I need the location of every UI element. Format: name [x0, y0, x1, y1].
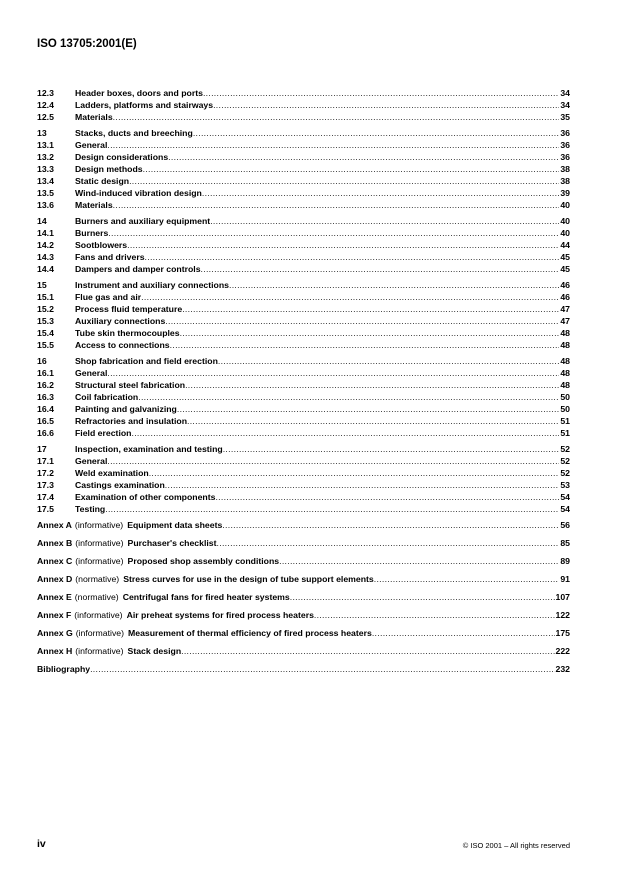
- entry-page: 48: [560, 328, 570, 338]
- bibliography-title: Bibliography: [37, 664, 91, 674]
- entry-number: 14.1: [37, 228, 54, 238]
- toc-entry[interactable]: [37, 479, 570, 491]
- dot-leader: [223, 443, 560, 455]
- annex-label: Annex G: [37, 628, 73, 638]
- annex-page: 56: [560, 520, 570, 530]
- toc-entry[interactable]: [37, 455, 570, 467]
- toc-entry[interactable]: [37, 199, 570, 211]
- entry-title: Structural steel fabrication: [75, 380, 186, 390]
- entry-title: Design considerations: [75, 152, 169, 162]
- annex-label: Annex H: [37, 646, 73, 656]
- entry-number: 14.2: [37, 240, 54, 250]
- entry-number: 16.2: [37, 380, 54, 390]
- entry-number: 16.5: [37, 416, 54, 426]
- dot-leader: [177, 403, 559, 415]
- toc-entry[interactable]: [37, 339, 570, 351]
- entry-title: Fans and drivers: [75, 252, 145, 262]
- entry-number: 13.1: [37, 140, 54, 150]
- entry-page: 50: [560, 392, 570, 402]
- toc-entry[interactable]: [37, 443, 570, 455]
- toc-sections: [37, 87, 570, 515]
- entry-page: 38: [560, 164, 570, 174]
- entry-page: 35: [560, 112, 570, 122]
- entry-title: Materials: [75, 112, 113, 122]
- toc-entry[interactable]: [37, 315, 570, 327]
- annex-page: 222: [555, 646, 570, 656]
- toc-annex[interactable]: [37, 573, 570, 585]
- annex-title: Purchaser's checklist: [127, 538, 217, 548]
- entry-title: Burners: [75, 228, 109, 238]
- entry-number: 12.5: [37, 112, 54, 122]
- dot-leader: [113, 199, 560, 211]
- annex-kind: (informative): [75, 538, 124, 548]
- entry-number: 16.1: [37, 368, 54, 378]
- entry-title: Refractories and insulation: [75, 416, 187, 426]
- toc-annex[interactable]: [37, 555, 570, 567]
- annex-kind: (normative): [74, 592, 119, 602]
- toc-entry[interactable]: [37, 403, 570, 415]
- toc-entry[interactable]: [37, 251, 570, 263]
- entry-title: Materials: [75, 200, 113, 210]
- entry-number: 16.6: [37, 428, 54, 438]
- toc-entry[interactable]: [37, 175, 570, 187]
- dot-leader: [182, 303, 559, 315]
- toc-annex[interactable]: [37, 645, 570, 657]
- entry-title: Wind-induced vibration design: [75, 188, 202, 198]
- entry-page: 54: [560, 492, 570, 502]
- entry-number: 14.4: [37, 264, 54, 274]
- toc-entry[interactable]: [37, 151, 570, 163]
- entry-number: 13.4: [37, 176, 54, 186]
- entry-page: 50: [560, 404, 570, 414]
- dot-leader: [290, 591, 555, 603]
- annex-label: Annex B: [37, 538, 73, 548]
- annex-title: Air preheat systems for fired process heaters: [126, 610, 314, 620]
- toc-entry[interactable]: [37, 303, 570, 315]
- dot-leader: [201, 263, 560, 275]
- dot-leader: [314, 609, 555, 621]
- annex-page: 107: [555, 592, 570, 602]
- entry-page: 52: [560, 468, 570, 478]
- entry-number: 13.5: [37, 188, 54, 198]
- toc-entry[interactable]: [37, 327, 570, 339]
- entry-number: 13: [37, 128, 47, 138]
- entry-title: Instrument and auxiliary connections: [75, 280, 229, 290]
- toc-entry[interactable]: [37, 367, 570, 379]
- toc-group: [37, 87, 570, 123]
- entry-page: 52: [560, 456, 570, 466]
- toc-annexes: [37, 519, 570, 657]
- dot-leader: [165, 315, 559, 327]
- annex-kind: (informative): [75, 628, 125, 638]
- entry-title: Design methods: [75, 164, 143, 174]
- toc-entry[interactable]: [37, 187, 570, 199]
- annex-page: 89: [560, 556, 570, 566]
- entry-title: Access to connections: [75, 340, 170, 350]
- entry-number: 14.3: [37, 252, 54, 262]
- entry-page: 36: [560, 152, 570, 162]
- entry-page: 47: [560, 304, 570, 314]
- toc-entry[interactable]: [37, 355, 570, 367]
- toc-bibliography[interactable]: [37, 663, 570, 675]
- toc-entry[interactable]: [37, 491, 570, 503]
- entry-page: 36: [560, 128, 570, 138]
- entry-number: 12.4: [37, 100, 54, 110]
- dot-leader: [279, 555, 559, 567]
- dot-leader: [215, 491, 559, 503]
- document-header: ISO 13705:2001(E): [37, 38, 137, 50]
- toc-group: [37, 443, 570, 515]
- annex-label: Annex E: [37, 592, 72, 602]
- entry-page: 45: [560, 264, 570, 274]
- entry-title: Sootblowers: [75, 240, 128, 250]
- entry-number: 15.5: [37, 340, 54, 350]
- annex-page: 122: [555, 610, 570, 620]
- toc-entry[interactable]: [37, 99, 570, 111]
- entry-number: 14: [37, 216, 47, 226]
- entry-page: 46: [560, 292, 570, 302]
- entry-number: 17: [37, 444, 47, 454]
- toc-entry[interactable]: [37, 227, 570, 239]
- entry-page: 53: [560, 480, 570, 490]
- entry-title: Inspection, examination and testing: [75, 444, 223, 454]
- entry-title: Ladders, platforms and stairways: [75, 100, 214, 110]
- entry-number: 17.4: [37, 492, 54, 502]
- annex-page: 91: [560, 574, 570, 584]
- annex-label: Annex A: [37, 520, 72, 530]
- entry-number: 16.4: [37, 404, 54, 414]
- entry-page: 40: [560, 228, 570, 238]
- entry-number: 13.3: [37, 164, 54, 174]
- dot-leader: [213, 99, 559, 111]
- toc-entry[interactable]: [37, 263, 570, 275]
- entry-number: 16.3: [37, 392, 54, 402]
- toc-group: [37, 279, 570, 351]
- annex-kind: (informative): [74, 610, 123, 620]
- annex-title: Stress curves for use in the design of tube support elements: [123, 574, 374, 584]
- toc-entry[interactable]: [37, 139, 570, 151]
- entry-number: 12.3: [37, 88, 54, 98]
- entry-number: 13.2: [37, 152, 54, 162]
- toc-annex[interactable]: [37, 591, 570, 603]
- entry-page: 36: [560, 140, 570, 150]
- dot-leader: [168, 151, 559, 163]
- entry-page: 40: [560, 200, 570, 210]
- entry-page: 38: [560, 176, 570, 186]
- entry-title: Tube skin thermocouples: [75, 328, 180, 338]
- annex-title: Stack design: [127, 646, 182, 656]
- entry-title: Auxiliary connections: [75, 316, 166, 326]
- entry-number: 15.3: [37, 316, 54, 326]
- toc-annex[interactable]: [37, 537, 570, 549]
- entry-page: 45: [560, 252, 570, 262]
- annex-label: Annex D: [37, 574, 73, 584]
- dot-leader: [107, 455, 559, 467]
- entry-number: 15: [37, 280, 47, 290]
- entry-title: Stacks, ducts and breeching: [75, 128, 193, 138]
- annex-title: Measurement of thermal efficiency of fired process heaters: [128, 628, 372, 638]
- dot-leader: [193, 127, 560, 139]
- annex-kind: (informative): [75, 646, 124, 656]
- dot-leader: [105, 503, 559, 515]
- entry-number: 13.6: [37, 200, 54, 210]
- entry-page: 48: [560, 380, 570, 390]
- dot-leader: [210, 215, 559, 227]
- entry-page: 34: [560, 100, 570, 110]
- dot-leader: [229, 279, 559, 291]
- annex-page: 85: [560, 538, 570, 548]
- toc-annex[interactable]: [37, 609, 570, 621]
- entry-title: Dampers and damper controls: [75, 264, 201, 274]
- annex-title: Centrifugal fans for fired heater systems: [122, 592, 290, 602]
- entry-title: Weld examination: [75, 468, 149, 478]
- dot-leader: [131, 427, 559, 439]
- dot-leader: [149, 467, 560, 479]
- entry-title: Shop fabrication and field erection: [75, 356, 218, 366]
- dot-leader: [202, 187, 559, 199]
- entry-number: 17.3: [37, 480, 54, 490]
- entry-title: General: [75, 456, 108, 466]
- entry-number: 16: [37, 356, 47, 366]
- entry-title: Coil fabrication: [75, 392, 139, 402]
- page-number: iv: [37, 838, 46, 850]
- entry-number: 17.5: [37, 504, 54, 514]
- entry-title: Header boxes, doors and ports: [75, 88, 203, 98]
- annex-kind: (normative): [75, 574, 120, 584]
- toc-entry[interactable]: [37, 127, 570, 139]
- toc-entry[interactable]: [37, 215, 570, 227]
- toc-entry[interactable]: [37, 291, 570, 303]
- bibliography-page: 232: [555, 664, 570, 674]
- dot-leader: [181, 645, 554, 657]
- toc-entry[interactable]: [37, 279, 570, 291]
- entry-title: Flue gas and air: [75, 292, 142, 302]
- dot-leader: [187, 415, 559, 427]
- entry-title: General: [75, 140, 108, 150]
- entry-page: 51: [560, 416, 570, 426]
- toc-entry[interactable]: [37, 239, 570, 251]
- annex-label: Annex C: [37, 556, 73, 566]
- entry-page: 34: [560, 88, 570, 98]
- entry-number: 15.1: [37, 292, 54, 302]
- toc-group: [37, 127, 570, 211]
- dot-leader: [113, 111, 560, 123]
- entry-title: Process fluid temperature: [75, 304, 183, 314]
- toc-group: [37, 215, 570, 275]
- dot-leader: [107, 139, 559, 151]
- toc-annex[interactable]: [37, 519, 570, 531]
- annex-label: Annex F: [37, 610, 72, 620]
- dot-leader: [143, 163, 560, 175]
- toc-annex[interactable]: [37, 627, 570, 639]
- dot-leader: [107, 367, 559, 379]
- toc-entry[interactable]: [37, 415, 570, 427]
- dot-leader: [203, 87, 559, 99]
- annex-title: Proposed shop assembly conditions: [127, 556, 280, 566]
- entry-title: Castings examination: [75, 480, 165, 490]
- dot-leader: [165, 479, 560, 491]
- entry-page: 52: [560, 444, 570, 454]
- toc-entry[interactable]: [37, 163, 570, 175]
- entry-number: 15.4: [37, 328, 54, 338]
- entry-title: Painting and galvanizing: [75, 404, 177, 414]
- entry-page: 48: [560, 340, 570, 350]
- toc-entry[interactable]: [37, 427, 570, 439]
- entry-page: 46: [560, 280, 570, 290]
- toc-entry[interactable]: [37, 391, 570, 403]
- annex-title: Equipment data sheets: [127, 520, 223, 530]
- dot-leader: [217, 537, 560, 549]
- dot-leader: [372, 627, 555, 639]
- entry-title: Testing: [75, 504, 106, 514]
- entry-title: Burners and auxiliary equipment: [75, 216, 211, 226]
- dot-leader: [129, 175, 559, 187]
- toc-entry[interactable]: [37, 379, 570, 391]
- dot-leader: [108, 227, 559, 239]
- entry-title: Examination of other components: [75, 492, 216, 502]
- dot-leader: [180, 327, 560, 339]
- dot-leader: [374, 573, 560, 585]
- entry-title: Static design: [75, 176, 130, 186]
- annex-kind: (informative): [74, 520, 124, 530]
- entry-page: 47: [560, 316, 570, 326]
- entry-page: 48: [560, 368, 570, 378]
- toc-entry[interactable]: [37, 467, 570, 479]
- entry-page: 54: [560, 504, 570, 514]
- entry-number: 17.1: [37, 456, 54, 466]
- entry-page: 44: [560, 240, 570, 250]
- toc-entry[interactable]: [37, 87, 570, 99]
- dot-leader: [222, 519, 559, 531]
- entry-page: 40: [560, 216, 570, 226]
- dot-leader: [141, 291, 559, 303]
- annex-page: 175: [555, 628, 570, 638]
- entry-title: General: [75, 368, 108, 378]
- copyright-notice: © ISO 2001 – All rights reserved: [462, 841, 570, 850]
- toc-group: [37, 355, 570, 439]
- table-of-contents: [37, 87, 570, 681]
- dot-leader: [145, 251, 560, 263]
- entry-number: 17.2: [37, 468, 54, 478]
- dot-leader: [90, 663, 554, 675]
- entry-page: 51: [560, 428, 570, 438]
- dot-leader: [218, 355, 559, 367]
- entry-page: 48: [560, 356, 570, 366]
- dot-leader: [170, 339, 560, 351]
- toc-entry[interactable]: [37, 111, 570, 123]
- annex-kind: (informative): [75, 556, 124, 566]
- dot-leader: [127, 239, 559, 251]
- entry-page: 39: [560, 188, 570, 198]
- entry-number: 15.2: [37, 304, 54, 314]
- toc-entry[interactable]: [37, 503, 570, 515]
- dot-leader: [138, 391, 559, 403]
- entry-title: Field erection: [75, 428, 132, 438]
- dot-leader: [185, 379, 559, 391]
